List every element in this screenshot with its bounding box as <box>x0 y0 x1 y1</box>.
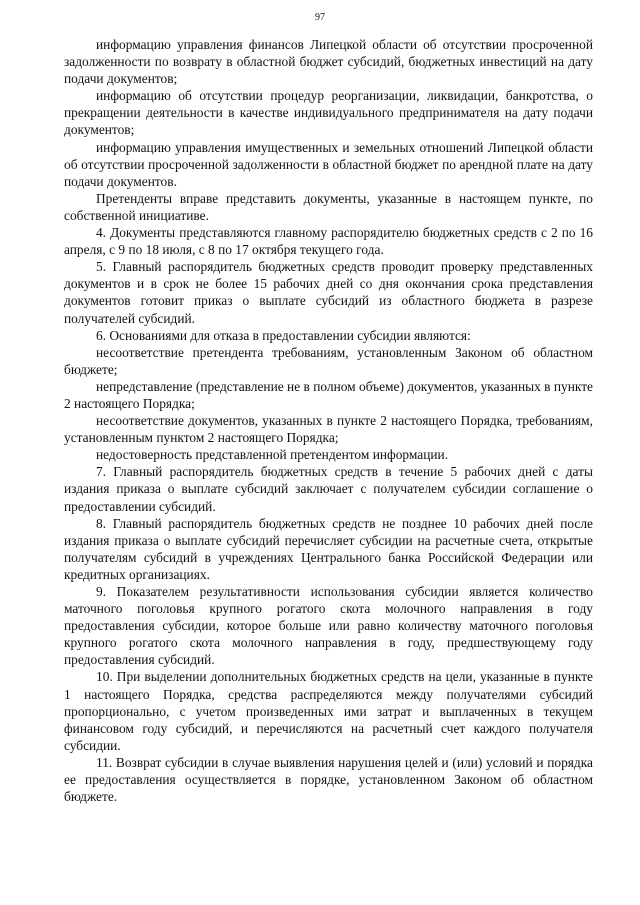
paragraph: недостоверность представленной претендентом информации. <box>96 447 449 463</box>
paragraph: несоответствие документов, указанных в пункте 2 настоящего Порядка, требованиям, установленным пунктом 2 настоящего Порядка; <box>64 413 593 446</box>
paragraph: 4. Документы представляются главному распорядителю бюджетных средств с 2 по 16 апреля, с 9 по 18 июля, с 8 по 17 октября текущего года. <box>64 225 593 258</box>
document-body <box>64 36 593 805</box>
paragraph: 5. Главный распорядитель бюджетных средств проводит проверку представленных документов и в срок не более 15 рабочих дней со дня окончания срока представления документов готовит приказ о выплате субсидий из областного бюджета в разрезе получателей субсидий. <box>64 259 593 326</box>
paragraph: информацию управления финансов Липецкой области об отсутствии просроченной задолженности по возврату в областной бюджет субсидий, бюджетных инвестиций на дату подачи документов; <box>64 37 593 87</box>
paragraph: Претенденты вправе представить документы, указанные в настоящем пункте, по собственной инициативе. <box>64 190 593 223</box>
paragraph: информацию об отсутствии процедур реорганизации, ликвидации, банкротства, о прекращении деятельности в качестве индивидуального предпринимателя на дату подачи документов; <box>64 88 593 138</box>
paragraph: 8. Главный распорядитель бюджетных средств не позднее 10 рабочих дней после издания приказа о выплате субсидий перечисляет субсидии на расчетные счета, открытые получателям субсидий в учреждениях Центрального банка Российской Федерации или кредитных организациях. <box>64 515 593 582</box>
page-number: 97 <box>315 12 325 23</box>
paragraph: 10. При выделении дополнительных бюджетных средств на цели, указанные в пункте 1 настоящего Порядка, средства распределяются между получателями субсидий пропорционально, с учетом произведенных ими затрат и выплаченных в текущем финансовом году субсидий, и перечисляются на расчетный счет каждого получателя субсидии. <box>64 669 593 753</box>
paragraph: непредставление (представление не в полном объеме) документов, указанных в пункте 2 настоящего Порядка; <box>64 378 593 411</box>
paragraph: информацию управления имущественных и земельных отношений Липецкой области об отсутствии просроченной задолженности в областной бюджет по арендной плате на дату подачи документов. <box>64 139 593 189</box>
paragraph: 7. Главный распорядитель бюджетных средств в течение 5 рабочих дней с даты издания приказа о выплате субсидий заключает с получателем субсидии соглашение о предоставлении субсидий. <box>64 464 593 514</box>
paragraph: 11. Возврат субсидии в случае выявления нарушения целей и (или) условий и порядка ее предоставления осуществляется в порядке, установленном Законом об областном бюджете. <box>64 754 593 805</box>
paragraph: несоответствие претендента требованиям, установленным Законом об областном бюджете; <box>64 344 593 377</box>
paragraph: 6. Основаниями для отказа в предоставлении субсидии являются: <box>96 327 471 343</box>
paragraph: 9. Показателем результативности использования субсидии является количество маточного поголовья крупного рогатого скота молочного направления в году предоставления субсидии, которое больше или равно количеству маточного поголовья крупного рогатого скота молочного направления в году, предшествующему году предоставления субсидий. <box>64 584 593 668</box>
